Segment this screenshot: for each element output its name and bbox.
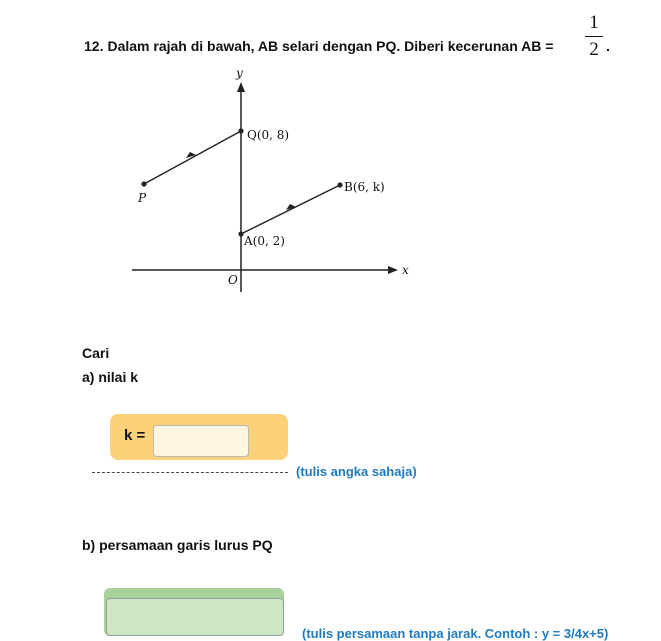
answer-b-panel xyxy=(104,588,284,636)
question-text xyxy=(84,38,553,54)
x-axis-label: x xyxy=(402,263,409,277)
question-body: Dalam rajah di bawah, AB selari dengan PQ. Diberi kecerunan AB = xyxy=(107,38,554,54)
answer-a-panel xyxy=(110,414,288,460)
point-a-label: A(0, 2) xyxy=(244,234,285,248)
dashed-separator xyxy=(92,472,288,473)
y-axis-label: y xyxy=(236,66,243,80)
k-input[interactable] xyxy=(153,425,249,457)
question-end-dot: . xyxy=(606,38,610,54)
part-b-label: b) persamaan garis lurus PQ xyxy=(82,537,273,553)
fraction-bar xyxy=(585,36,603,37)
point-p-dot xyxy=(141,181,146,186)
question-number: 12. xyxy=(84,38,104,54)
fraction-denominator: 2 xyxy=(589,39,599,60)
coordinate-diagram xyxy=(122,62,422,298)
point-b-dot xyxy=(337,182,342,187)
line-pq xyxy=(144,131,241,184)
x-axis-arrow xyxy=(388,266,398,274)
point-b-label: B(6, k) xyxy=(344,180,385,194)
y-axis-arrow xyxy=(237,82,245,92)
answer-b-hint: (tulis persamaan tanpa jarak. Contoh : y = 3/4x+5) xyxy=(302,626,609,641)
gradient-fraction xyxy=(584,12,604,61)
origin-label: O xyxy=(228,273,238,287)
point-a-dot xyxy=(238,231,243,236)
point-q-label: Q(0, 8) xyxy=(247,128,290,142)
find-heading: Cari xyxy=(82,345,110,361)
part-a-label: a) nilai k xyxy=(82,369,139,385)
line-ab xyxy=(241,185,340,234)
k-label: k = xyxy=(124,427,146,444)
answer-a-hint: (tulis angka sahaja) xyxy=(296,464,417,479)
point-q-dot xyxy=(238,128,243,133)
point-p-label: P xyxy=(138,191,147,205)
equation-input[interactable] xyxy=(106,598,284,636)
fraction-numerator: 1 xyxy=(589,12,599,33)
